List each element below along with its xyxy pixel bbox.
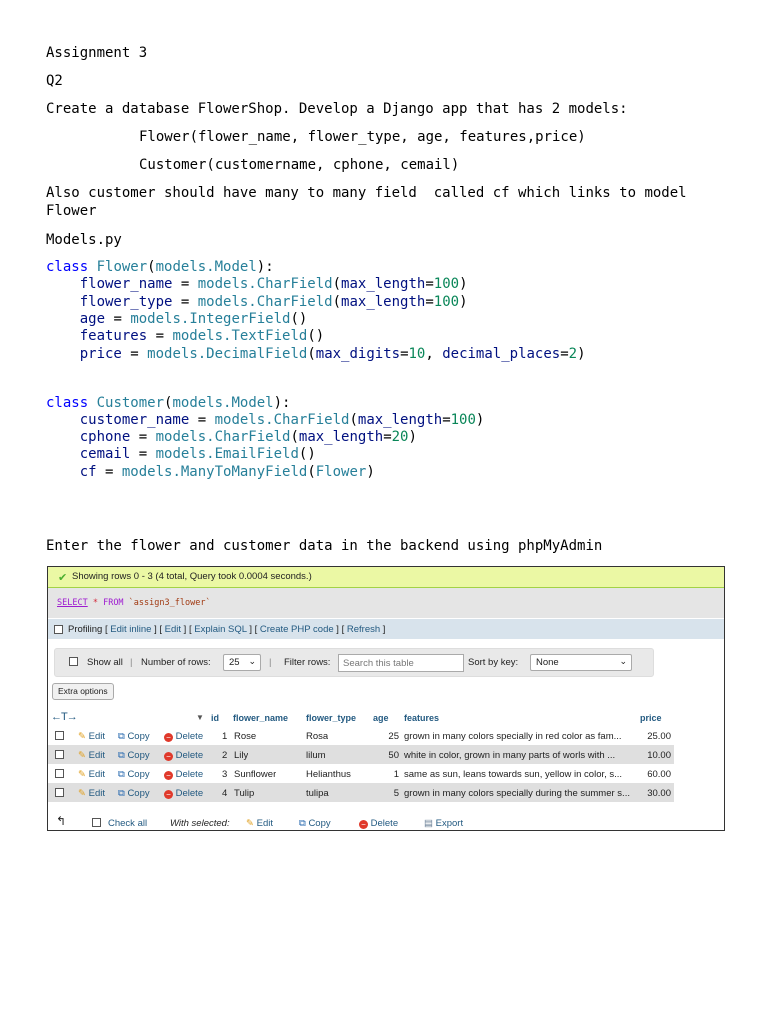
assignment-title: Assignment 3 [46,45,148,61]
copy-row-button[interactable]: ⧉ Copy [118,750,150,761]
edit-inline-link[interactable]: Edit inline [110,624,152,635]
sql-query: SELECT * FROM `assign3_flower` [57,598,211,608]
cell-flower-type: tulipa [306,788,329,799]
cell-price: 25.00 [647,731,671,742]
cell-features: white in color, grown in many parts of worls with ... [404,750,616,761]
bulk-export-button[interactable]: ▤ Export [424,818,464,829]
pencil-icon: ✎ [78,750,86,761]
column-header-price[interactable]: price [640,713,662,723]
copy-icon: ⧉ [118,788,125,799]
copy-icon: ⧉ [118,750,125,761]
pencil-icon: ✎ [78,769,86,780]
filter-rows-label: Filter rows: [284,657,331,668]
export-icon: ▤ [424,818,433,829]
checkmark-icon: ✔ [58,572,68,584]
cell-id: 2 [222,750,228,761]
pencil-icon: ✎ [78,731,86,742]
cell-flower-name: Rose [234,731,257,742]
cell-price: 60.00 [647,769,671,780]
row-checkbox[interactable] [55,788,64,797]
cell-age: 50 [388,750,399,761]
cell-age: 1 [393,769,399,780]
cell-flower-type: Rosa [306,731,329,742]
with-selected-label: With selected: [170,818,230,829]
code-customer-class: class Customer(models.Model): [46,394,291,411]
code-line: cemail = models.EmailField() [79,446,316,463]
table-row [48,726,674,745]
column-header-flower-type[interactable]: flower_type [306,713,357,723]
copy-row-button[interactable]: ⧉ Copy [118,731,150,742]
backend-instruction: Enter the flower and customer data in the backend using phpMyAdmin [46,538,603,554]
copy-icon: ⧉ [118,769,125,780]
number-of-rows-label: Number of rows: [141,657,211,668]
code-flower-class: class Flower(models.Model): [46,259,274,275]
delete-row-button[interactable]: − Delete [164,769,203,780]
cell-id: 3 [222,769,228,780]
delete-icon: − [164,771,173,780]
code-line: features = models.TextField() [79,328,325,345]
delete-icon: − [164,790,173,799]
cell-flower-name: Sunflower [234,769,277,780]
cell-flower-type: Helianthus [306,769,351,780]
delete-icon: − [164,752,173,761]
check-all-checkbox[interactable] [92,818,101,827]
code-line: flower_name = models.CharField(max_length=100) [79,276,468,293]
refresh-link[interactable]: Refresh [346,624,381,635]
bulk-delete-button[interactable]: − Delete [359,818,398,829]
cell-age: 25 [388,731,399,742]
cell-features: same as sun, leans towards sun, yellow in color, s... [404,769,623,780]
cell-price: 30.00 [647,788,671,799]
query-success-text: Showing rows 0 - 3 (4 total, Query took 0.0004 seconds.) [72,571,312,582]
code-line: cphone = models.CharField(max_length=20) [79,429,417,446]
profiling-checkbox[interactable] [54,625,63,634]
m2m-description-line2: Flower [46,203,97,219]
query-tools-bar [48,619,724,639]
code-line: flower_type = models.CharField(max_length=100) [79,293,468,310]
column-arrows-icon[interactable]: ←T→ [51,711,77,723]
create-php-code-link[interactable]: Create PHP code [259,624,334,635]
code-line: age = models.IntegerField() [79,310,308,327]
code-line: cf = models.ManyToManyField(Flower) [79,463,375,480]
question-label: Q2 [46,73,63,89]
copy-row-button[interactable]: ⧉ Copy [118,769,150,780]
cell-age: 5 [393,788,399,799]
cell-flower-name: Lily [234,750,249,761]
cell-features: grown in many colors specially during the summer s... [404,788,630,799]
task-description: Create a database FlowerShop. Develop a Django app that has 2 models: [46,101,628,117]
models-file-label: Models.py [46,232,122,248]
cell-flower-name: Tulip [234,788,255,799]
copy-row-button[interactable]: ⧉ Copy [118,788,150,799]
profiling-label: Profiling [68,624,103,635]
navigation-bar: Show all | Number of rows: 25 ⌄ | Filter rows: Search this table Sort by key: None ⌄ [54,648,654,677]
explain-sql-link[interactable]: Explain SQL [194,624,247,635]
edit-row-button[interactable]: ✎ Edit [78,788,105,799]
code-line: price = models.DecimalField(max_digits=10, decimal_places=2) [79,345,586,362]
customer-model-spec: Customer(customername, cphone, cemail) [139,157,460,173]
chevron-down-icon: ⌄ [619,656,627,666]
cell-features: grown in many colors specially in red color as fam... [404,731,622,742]
table-footer [48,814,724,830]
cell-price: 10.00 [647,750,671,761]
table-row [48,783,674,802]
sort-arrow-icon: ▼ [196,713,204,722]
pencil-icon: ✎ [78,788,86,799]
sql-query-box [48,588,724,618]
code-line: customer_name = models.CharField(max_length=100) [79,411,485,428]
column-header-features[interactable]: features [404,713,440,723]
row-checkbox[interactable] [55,731,64,740]
cell-id: 4 [222,788,228,799]
column-header-id[interactable]: id [211,713,219,723]
edit-row-button[interactable]: ✎ Edit [78,769,105,780]
table-row [48,764,674,783]
row-checkbox[interactable] [55,750,64,759]
delete-row-button[interactable]: − Delete [164,788,203,799]
bulk-copy-button[interactable]: ⧉ Copy [299,818,331,829]
query-success-bar [48,567,724,588]
m2m-description-line1: Also customer should have many to many field called cf which links to model [46,185,687,201]
delete-row-button[interactable]: − Delete [164,731,203,742]
copy-icon: ⧉ [118,731,125,742]
delete-icon: − [164,733,173,742]
column-header-age[interactable]: age [373,713,389,723]
table-row [48,745,674,764]
show-all-label: Show all [87,657,123,668]
show-all-checkbox[interactable] [69,657,78,666]
chevron-down-icon: ⌄ [248,656,256,666]
row-checkbox[interactable] [55,769,64,778]
sort-by-key-label: Sort by key: [468,657,519,668]
phpmyadmin-screenshot [47,566,725,831]
select-arrow-icon: ↰ [56,814,67,828]
extra-options-button[interactable]: Extra options [52,683,114,700]
query-tools-links: Profiling [ Edit inline ] [ Edit ] [ Explain SQL ] [ Create PHP code ] [ Refresh ] [68,624,386,635]
edit-row-button[interactable]: ✎ Edit [78,750,105,761]
table-header [48,710,674,726]
column-header-flower-name[interactable]: flower_name [233,713,289,723]
bulk-edit-button[interactable]: ✎ Edit [246,818,273,829]
sort-by-key-select[interactable]: None ⌄ [530,654,632,671]
pencil-icon: ✎ [246,818,254,829]
edit-row-button[interactable]: ✎ Edit [78,731,105,742]
cell-flower-type: lilum [306,750,326,761]
copy-icon: ⧉ [299,818,306,829]
flower-model-spec: Flower(flower_name, flower_type, age, features,price) [139,129,586,145]
edit-link[interactable]: Edit [164,624,182,635]
delete-row-button[interactable]: − Delete [164,750,203,761]
number-of-rows-select[interactable]: 25 ⌄ [223,654,261,671]
check-all-label[interactable]: Check all [108,818,148,829]
delete-icon: − [359,820,368,829]
filter-rows-input[interactable]: Search this table [338,654,464,672]
cell-id: 1 [222,731,228,742]
